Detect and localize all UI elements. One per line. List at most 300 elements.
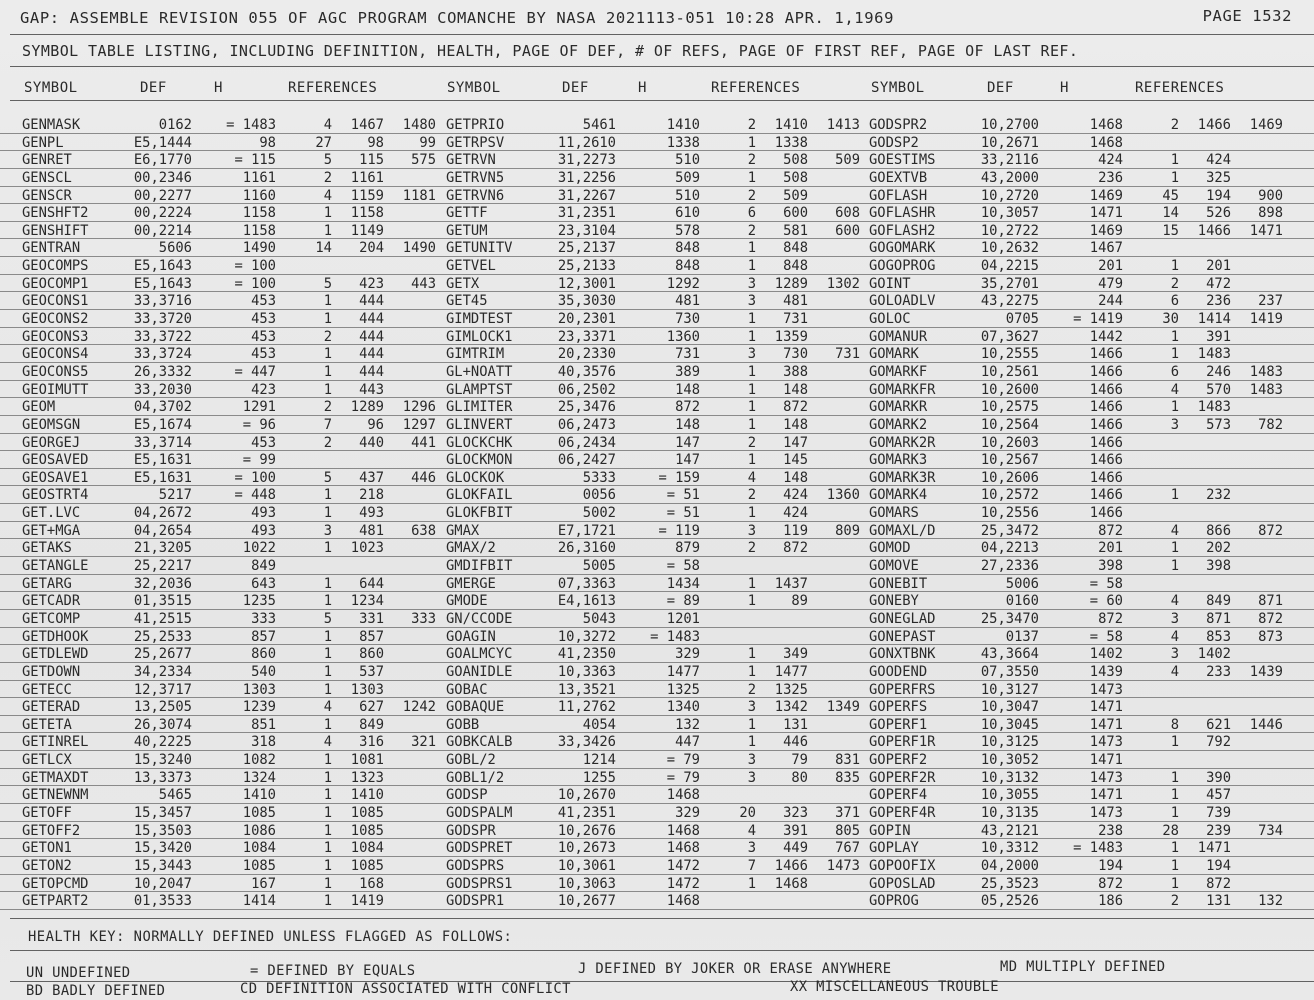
cell-ref-count: 4 [323,699,332,716]
table-row [0,363,1314,381]
cell-def: 04,2654 [133,522,192,539]
cell-health: 1473 [1089,734,1123,751]
cell-ref-count: 1 [747,381,756,398]
cell-def: 01,3515 [133,593,192,610]
cell-first-ref: 1342 [774,699,808,716]
cell-def: 00,2214 [133,222,192,239]
cell-health: 1085 [242,857,276,874]
symbol-table [0,116,1314,910]
cell-ref-count: 5 [323,152,332,169]
cell-health: 610 [675,205,700,222]
cell-first-ref: 423 [359,275,384,292]
cell-ref-count: 1 [1170,487,1179,504]
cell-health: 148 [675,381,700,398]
cell-ref-count: 1 [747,646,756,663]
cell-first-ref: 866 [1206,522,1231,539]
cell-symbol: GEOCOMPS [22,258,89,275]
cell-ref-count: 2 [747,117,756,133]
cell-health: 857 [251,628,276,645]
cell-health: 1473 [1089,681,1123,698]
table-row [0,716,1314,734]
cell-health: 1434 [666,575,700,592]
cell-last-ref: 831 [835,752,860,769]
cell-first-ref: 871 [1206,610,1231,627]
health-key-joker: J DEFINED BY JOKER OR ERASE ANYWHERE [578,961,892,977]
cell-first-ref: 446 [783,734,808,751]
cell-first-ref: 1338 [774,134,808,151]
cell-ref-count: 2 [323,328,332,345]
cell-symbol: GOPERF2R [869,769,936,786]
cell-health: 1467 [1089,240,1123,257]
table-row [0,275,1314,293]
cell-health: 578 [675,222,700,239]
cell-last-ref: 1471 [1249,222,1283,239]
cell-health: 238 [1098,822,1123,839]
cell-def: 10,2677 [557,893,616,910]
cell-symbol: GLOKFBIT [446,505,513,522]
cell-first-ref: 424 [783,487,808,504]
cell-symbol: GEOCONS5 [22,363,89,380]
cell-health: 1473 [1089,804,1123,821]
cell-ref-count: 14 [315,240,332,257]
cell-last-ref: 1483 [1249,381,1283,398]
cell-symbol: GETARG [22,575,72,592]
cell-first-ref: 621 [1206,716,1231,733]
cell-last-ref: 99 [419,134,436,151]
cell-health: = 1483 [650,628,700,645]
cell-first-ref: 246 [1206,363,1231,380]
cell-def: 11,2762 [557,699,616,716]
cell-symbol: GMAX [446,522,480,539]
cell-def: 07,3363 [557,575,616,592]
cell-def: 27,2336 [980,558,1039,575]
cell-symbol: GOMARK4 [869,487,928,504]
cell-def: 26,3074 [133,716,192,733]
cell-first-ref: 147 [783,434,808,451]
cell-symbol: GETDLEWD [22,646,89,663]
cell-health: 1468 [666,840,700,857]
cell-health: 1410 [242,787,276,804]
cell-symbol: GOFLASH [869,187,928,204]
cell-last-ref: 575 [411,152,436,169]
cell-first-ref: 1471 [1197,840,1231,857]
cell-symbol: GOANIDLE [446,663,513,680]
cell-def: 5217 [158,487,192,504]
cell-symbol: GOMOVE [869,558,919,575]
cell-first-ref: 1483 [1197,346,1231,363]
health-key-equals: = DEFINED BY EQUALS [250,963,416,979]
col-references-3: REFERENCES [1135,80,1225,96]
cell-ref-count: 7 [747,857,756,874]
cell-first-ref: 581 [783,222,808,239]
cell-ref-count: 1 [747,258,756,275]
cell-ref-count: 3 [747,275,756,292]
cell-def: 43,2000 [980,169,1039,186]
cell-health: = 159 [658,469,700,486]
cell-def: 25,2137 [557,240,616,257]
cell-symbol: GETRVN5 [446,169,505,186]
cell-health: 509 [675,169,700,186]
cell-def: 06,2434 [557,434,616,451]
cell-def: 25,2533 [133,628,192,645]
cell-last-ref: 237 [1258,293,1283,310]
cell-first-ref: 388 [783,363,808,380]
cell-health: 1160 [242,187,276,204]
cell-health: 860 [251,646,276,663]
table-row [0,769,1314,787]
table-row [0,733,1314,751]
cell-symbol: GOEXTVB [869,169,928,186]
table-row [0,786,1314,804]
cell-last-ref: 1413 [826,117,860,133]
cell-symbol: GOPERF2 [869,752,928,769]
cell-def: 00,2277 [133,187,192,204]
table-row [0,257,1314,275]
table-row [0,892,1314,910]
cell-def: 10,2676 [557,822,616,839]
cell-health: 167 [251,875,276,892]
cell-symbol: GODSPRS [446,857,505,874]
cell-symbol: GENSCL [22,169,72,186]
cell-health: 329 [675,804,700,821]
cell-def: 5606 [158,240,192,257]
cell-health: 1466 [1089,452,1123,469]
cell-health: 453 [251,311,276,328]
table-row [0,328,1314,346]
cell-last-ref: 767 [835,840,860,857]
cell-def: 10,2561 [980,363,1039,380]
cell-def: 0160 [1005,593,1039,610]
cell-health: = 60 [1089,593,1123,610]
cell-health: = 100 [234,469,276,486]
cell-ref-count: 1 [323,311,332,328]
cell-last-ref: 1446 [1249,716,1283,733]
cell-health: = 51 [666,505,700,522]
cell-first-ref: 80 [791,769,808,786]
cell-first-ref: 202 [1206,540,1231,557]
cell-def: 25,3476 [557,399,616,416]
cell-health: = 58 [1089,628,1123,645]
cell-ref-count: 2 [747,222,756,239]
cell-symbol: GLIMITER [446,399,513,416]
cell-symbol: GETNEWNM [22,787,89,804]
cell-symbol: GETANGLE [22,558,89,575]
cell-symbol: GOMARK3 [869,452,928,469]
cell-health: 447 [675,734,700,751]
cell-def: 04,2672 [133,505,192,522]
cell-ref-count: 7 [323,416,332,433]
cell-def: 25,2217 [133,558,192,575]
cell-ref-count: 5 [323,610,332,627]
cell-def: 0162 [158,117,192,133]
cell-first-ref: 1410 [774,117,808,133]
table-row [0,875,1314,893]
cell-def: 12,3717 [133,681,192,698]
cell-health: 201 [1098,258,1123,275]
cell-ref-count: 1 [1170,558,1179,575]
cell-first-ref: 444 [359,328,384,345]
col-symbol-2: SYMBOL [447,80,501,96]
cell-symbol: GETETA [22,716,72,733]
cell-health: = 1483 [226,117,276,133]
cell-ref-count: 45 [1162,187,1179,204]
cell-symbol: GIMTRIM [446,346,505,363]
table-row [0,522,1314,540]
cell-last-ref: 638 [411,522,436,539]
cell-def: 10,3057 [980,205,1039,222]
cell-health: 1466 [1089,363,1123,380]
cell-first-ref: 849 [359,716,384,733]
cell-def: 34,2334 [133,663,192,680]
cell-def: 05,2526 [980,893,1039,910]
cell-def: 31,2273 [557,152,616,169]
cell-def: 11,2610 [557,134,616,151]
cell-ref-count: 3 [747,699,756,716]
cell-def: 15,3420 [133,840,192,857]
cell-def: 40,3576 [557,363,616,380]
cell-def: E5,1631 [133,469,192,486]
cell-health: 1471 [1089,787,1123,804]
cell-symbol: GENSHFT2 [22,205,89,222]
cell-def: 00,2346 [133,169,192,186]
table-row [0,822,1314,840]
cell-ref-count: 1 [747,734,756,751]
cell-first-ref: 857 [359,628,384,645]
cell-health: 186 [1098,893,1123,910]
cell-ref-count: 1 [323,893,332,910]
cell-symbol: GEORGEJ [22,434,81,451]
table-row [0,151,1314,169]
cell-health: 493 [251,505,276,522]
cell-def: 25,2677 [133,646,192,663]
cell-def: 5465 [158,787,192,804]
cell-health: 1439 [1089,663,1123,680]
cell-ref-count: 4 [1170,381,1179,398]
table-row [0,839,1314,857]
cell-health: 1466 [1089,505,1123,522]
cell-def: 5333 [582,469,616,486]
cell-def: 26,3332 [133,363,192,380]
cell-ref-count: 14 [1162,205,1179,222]
cell-first-ref: 731 [783,311,808,328]
cell-def: 10,3125 [980,734,1039,751]
cell-last-ref: 1349 [826,699,860,716]
cell-ref-count: 1 [1170,804,1179,821]
cell-symbol: GMERGE [446,575,496,592]
cell-ref-count: 1 [323,505,332,522]
cell-last-ref: 1242 [402,699,436,716]
cell-symbol: GOPOOFIX [869,857,936,874]
cell-ref-count: 1 [1170,734,1179,751]
cell-symbol: GOBL1/2 [446,769,505,786]
cell-first-ref: 627 [359,699,384,716]
cell-ref-count: 2 [747,187,756,204]
cell-last-ref: 809 [835,522,860,539]
divider-line [10,981,1314,982]
cell-symbol: GOMARK3R [869,469,936,486]
cell-def: 0705 [1005,311,1039,328]
cell-ref-count: 4 [1170,628,1179,645]
table-row [0,310,1314,328]
cell-health: = 100 [234,258,276,275]
cell-ref-count: 1 [323,593,332,610]
cell-health: = 58 [666,558,700,575]
cell-last-ref: 446 [411,469,436,486]
cell-first-ref: 131 [783,716,808,733]
cell-symbol: GETPART2 [22,893,89,910]
cell-last-ref: 873 [1258,628,1283,645]
cell-symbol: GETRVN6 [446,187,505,204]
table-row [0,663,1314,681]
cell-health: 389 [675,363,700,380]
cell-ref-count: 1 [1170,540,1179,557]
cell-def: 35,2701 [980,275,1039,292]
cell-def: 25,3470 [980,610,1039,627]
cell-last-ref: 1473 [826,857,860,874]
cell-first-ref: 1085 [350,822,384,839]
cell-health: = 79 [666,752,700,769]
cell-health: 851 [251,716,276,733]
health-key-bd: BD BADLY DEFINED [26,983,166,999]
cell-health: = 1483 [1073,840,1123,857]
cell-def: 40,2225 [133,734,192,751]
cell-symbol: GOBKCALB [446,734,513,751]
table-row [0,804,1314,822]
cell-def: 26,3160 [557,540,616,557]
table-row [0,469,1314,487]
cell-ref-count: 1 [1170,875,1179,892]
cell-def: 20,2330 [557,346,616,363]
cell-def: 33,3716 [133,293,192,310]
cell-def: 10,3132 [980,769,1039,786]
table-row [0,381,1314,399]
table-row [0,222,1314,240]
cell-ref-count: 2 [747,434,756,451]
cell-health: 1490 [242,240,276,257]
cell-last-ref: 443 [411,275,436,292]
cell-def: 10,3272 [557,628,616,645]
cell-ref-count: 1 [323,222,332,239]
col-h-1: H [214,80,223,96]
cell-ref-count: 5 [323,469,332,486]
cell-first-ref: 236 [1206,293,1231,310]
cell-health: 1466 [1089,434,1123,451]
cell-last-ref: 900 [1258,187,1283,204]
cell-first-ref: 509 [783,187,808,204]
cell-symbol: GETUM [446,222,488,239]
cell-ref-count: 1 [323,487,332,504]
cell-health: 1158 [242,222,276,239]
cell-health: 147 [675,452,700,469]
cell-symbol: GOGOPROG [869,258,936,275]
cell-symbol: GOBAC [446,681,488,698]
cell-first-ref: 472 [1206,275,1231,292]
cell-symbol: GOPERFS [869,699,928,716]
cell-first-ref: 98 [367,134,384,151]
cell-symbol: GLAMPTST [446,381,513,398]
cell-health: 244 [1098,293,1123,310]
cell-last-ref: 1469 [1249,117,1283,133]
cell-last-ref: 871 [1258,593,1283,610]
cell-def: 12,3001 [557,275,616,292]
cell-def: 4054 [582,716,616,733]
cell-last-ref: 608 [835,205,860,222]
cell-last-ref: 321 [411,734,436,751]
table-row [0,187,1314,205]
cell-symbol: GOINT [869,275,911,292]
cell-health: 424 [1098,152,1123,169]
cell-symbol: GETCOMP [22,610,81,627]
cell-def: 10,3135 [980,804,1039,821]
cell-ref-count: 3 [747,293,756,310]
cell-symbol: GOMARKF [869,363,928,380]
cell-first-ref: 119 [783,522,808,539]
cell-first-ref: 1289 [350,399,384,416]
cell-symbol: GODSPRS1 [446,875,513,892]
cell-ref-count: 4 [323,187,332,204]
cell-first-ref: 443 [359,381,384,398]
cell-symbol: GETUNITV [446,240,513,257]
cell-symbol: GETRPSV [446,134,505,151]
cell-health: = 447 [234,363,276,380]
cell-first-ref: 1419 [350,893,384,910]
cell-health: 453 [251,346,276,363]
cell-first-ref: 853 [1206,628,1231,645]
cell-health: 872 [675,399,700,416]
cell-ref-count: 1 [747,505,756,522]
cell-ref-count: 1 [1170,169,1179,186]
cell-def: 15,3240 [133,752,192,769]
cell-symbol: GONEPAST [869,628,936,645]
page-number: PAGE 1532 [1202,7,1292,25]
cell-def: 10,2603 [980,434,1039,451]
cell-def: 31,2267 [557,187,616,204]
cell-def: 5002 [582,505,616,522]
cell-def: 06,2427 [557,452,616,469]
cell-ref-count: 1 [323,575,332,592]
cell-ref-count: 1 [323,840,332,857]
cell-ref-count: 1 [1170,399,1179,416]
cell-health: 730 [675,311,700,328]
cell-symbol: GEOSAVE1 [22,469,89,486]
cell-first-ref: 148 [783,469,808,486]
col-def-3: DEF [987,80,1014,96]
divider-line [10,950,1314,951]
cell-first-ref: 1466 [1197,222,1231,239]
cell-def: 10,2700 [980,117,1039,133]
cell-first-ref: 1234 [350,593,384,610]
header-title: GAP: ASSEMBLE REVISION 055 OF AGC PROGRAM COMANCHE BY NASA 2021113-051 10:28 APR. 1,1969 [20,9,894,27]
cell-ref-count: 1 [323,769,332,786]
cell-ref-count: 1 [323,293,332,310]
cell-ref-count: 27 [315,134,332,151]
cell-symbol: GEOSAVED [22,452,89,469]
cell-symbol: GOMOD [869,540,911,557]
cell-ref-count: 3 [747,522,756,539]
cell-health: 849 [251,558,276,575]
cell-def: 23,3371 [557,328,616,345]
cell-first-ref: 1414 [1197,311,1231,328]
cell-def: 10,3061 [557,857,616,874]
cell-ref-count: 1 [747,575,756,592]
cell-ref-count: 1 [323,857,332,874]
cell-first-ref: 449 [783,840,808,857]
cell-first-ref: 1023 [350,540,384,557]
cell-ref-count: 1 [323,804,332,821]
cell-symbol: GETOFF2 [22,822,81,839]
cell-symbol: GETX [446,275,480,292]
cell-first-ref: 1158 [350,205,384,222]
